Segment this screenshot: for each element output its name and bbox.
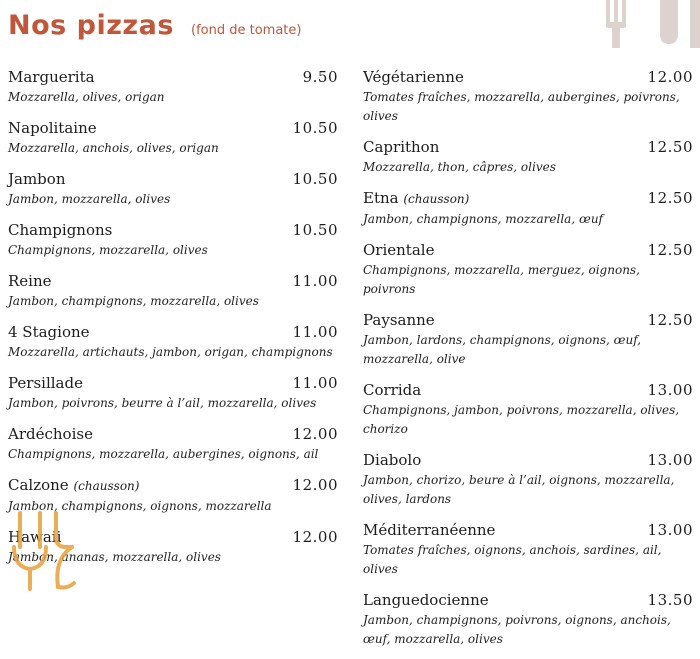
menu-item xyxy=(8,219,338,260)
menu-item xyxy=(8,423,338,464)
pizza-price: 12.00 xyxy=(292,528,338,546)
page-header xyxy=(8,10,301,50)
menu-item xyxy=(363,239,693,299)
menu-item xyxy=(363,519,693,579)
pizza-price: 11.00 xyxy=(292,374,338,392)
menu-item xyxy=(363,589,693,649)
menu-item xyxy=(8,372,338,413)
pizza-price: 12.50 xyxy=(647,241,693,259)
menu-item xyxy=(8,270,338,311)
pizza-note: (chausson) xyxy=(403,192,470,206)
menu-item xyxy=(363,66,693,126)
pizza-ingredients: Mozzarella, thon, câpres, olives xyxy=(363,160,556,174)
pizza-price: 12.50 xyxy=(647,189,693,207)
pizza-ingredients: Tomates fraîches, oignons, anchois, sardines, ail, olives xyxy=(363,543,662,576)
menu-item xyxy=(363,309,693,369)
pizza-price: 13.00 xyxy=(647,451,693,469)
pizza-price: 10.50 xyxy=(292,170,338,188)
pizza-name: Hawaii xyxy=(8,528,62,546)
pizza-price: 11.00 xyxy=(292,323,338,341)
pizza-ingredients: Mozzarella, artichauts, jambon, origan, champignons xyxy=(8,345,333,359)
pizza-ingredients: Tomates fraîches, mozzarella, aubergines, poivrons, olives xyxy=(363,90,680,123)
pizza-ingredients: Jambon, poivrons, beurre à l’ail, mozzarella, olives xyxy=(8,396,317,410)
pizza-price: 13.50 xyxy=(647,591,693,609)
pizza-name: Napolitaine xyxy=(8,119,97,137)
restaurant-logo-icon xyxy=(10,507,80,593)
pizza-name: Diabolo xyxy=(363,451,422,469)
pizza-price: 12.00 xyxy=(647,68,693,86)
pizza-name: 4 Stagione xyxy=(8,323,90,341)
pizza-price: 11.00 xyxy=(292,272,338,290)
pizza-ingredients: Champignons, jambon, poivrons, mozzarella, olives, chorizo xyxy=(363,403,680,436)
menu-item xyxy=(8,66,338,107)
pizza-ingredients: Jambon, champignons, poivrons, oignons, anchois, œuf, mozzarella, olives xyxy=(363,613,671,646)
menu-column-right xyxy=(363,66,693,659)
pizza-name: Méditerranéenne xyxy=(363,521,496,539)
pizza-price: 10.50 xyxy=(292,119,338,137)
pizza-ingredients: Jambon, champignons, oignons, mozzarella xyxy=(8,499,272,513)
page-subtitle: (fond de tomate) xyxy=(191,23,302,38)
pizza-ingredients: Jambon, champignons, mozzarella, œuf xyxy=(363,212,603,226)
pizza-price: 12.50 xyxy=(647,138,693,156)
pizza-ingredients: Mozzarella, olives, origan xyxy=(8,90,165,104)
menu-item xyxy=(363,449,693,509)
menu-item xyxy=(8,168,338,209)
pizza-name: Calzone (chausson) xyxy=(8,476,140,494)
pizza-name: Végétarienne xyxy=(363,68,464,86)
menu-item xyxy=(363,187,693,229)
pizza-ingredients: Champignons, mozzarella, aubergines, oignons, ail xyxy=(8,447,319,461)
menu-item xyxy=(8,117,338,158)
menu-item xyxy=(8,321,338,362)
pizza-price: 9.50 xyxy=(302,68,338,86)
menu-column-left xyxy=(8,66,338,577)
pizza-name: Paysanne xyxy=(363,311,435,329)
pizza-price: 12.00 xyxy=(292,476,338,494)
pizza-ingredients: Jambon, ananas, mozzarella, olives xyxy=(8,550,221,564)
pizza-price: 13.00 xyxy=(647,381,693,399)
pizza-ingredients: Jambon, mozzarella, olives xyxy=(8,192,171,206)
fork-knife-icon xyxy=(600,0,700,48)
page-title: Nos pizzas xyxy=(8,10,174,41)
menu-item xyxy=(363,136,693,177)
pizza-price: 13.00 xyxy=(647,521,693,539)
pizza-price: 10.50 xyxy=(292,221,338,239)
pizza-name: Persillade xyxy=(8,374,83,392)
pizza-name: Languedocienne xyxy=(363,591,489,609)
pizza-ingredients: Mozzarella, anchois, olives, origan xyxy=(8,141,219,155)
pizza-name: Orientale xyxy=(363,241,435,259)
pizza-ingredients: Champignons, mozzarella, olives xyxy=(8,243,208,257)
pizza-name: Reine xyxy=(8,272,52,290)
pizza-name: Corrida xyxy=(363,381,422,399)
menu-item xyxy=(363,379,693,439)
pizza-ingredients: Jambon, chorizo, beure à l’ail, oignons, mozzarella, olives, lardons xyxy=(363,473,675,506)
pizza-price: 12.50 xyxy=(647,311,693,329)
pizza-price: 12.00 xyxy=(292,425,338,443)
pizza-name: Champignons xyxy=(8,221,113,239)
pizza-ingredients: Jambon, lardons, champignons, oignons, œuf, mozzarella, olive xyxy=(363,333,642,366)
pizza-name: Jambon xyxy=(8,170,66,188)
pizza-name: Ardéchoise xyxy=(8,425,93,443)
pizza-ingredients: Jambon, champignons, mozzarella, olives xyxy=(8,294,259,308)
pizza-name: Caprithon xyxy=(363,138,440,156)
pizza-name: Marguerita xyxy=(8,68,95,86)
pizza-ingredients: Champignons, mozzarella, merguez, oignons, poivrons xyxy=(363,263,640,296)
pizza-name: Etna (chausson) xyxy=(363,189,470,207)
pizza-note: (chausson) xyxy=(73,479,140,493)
